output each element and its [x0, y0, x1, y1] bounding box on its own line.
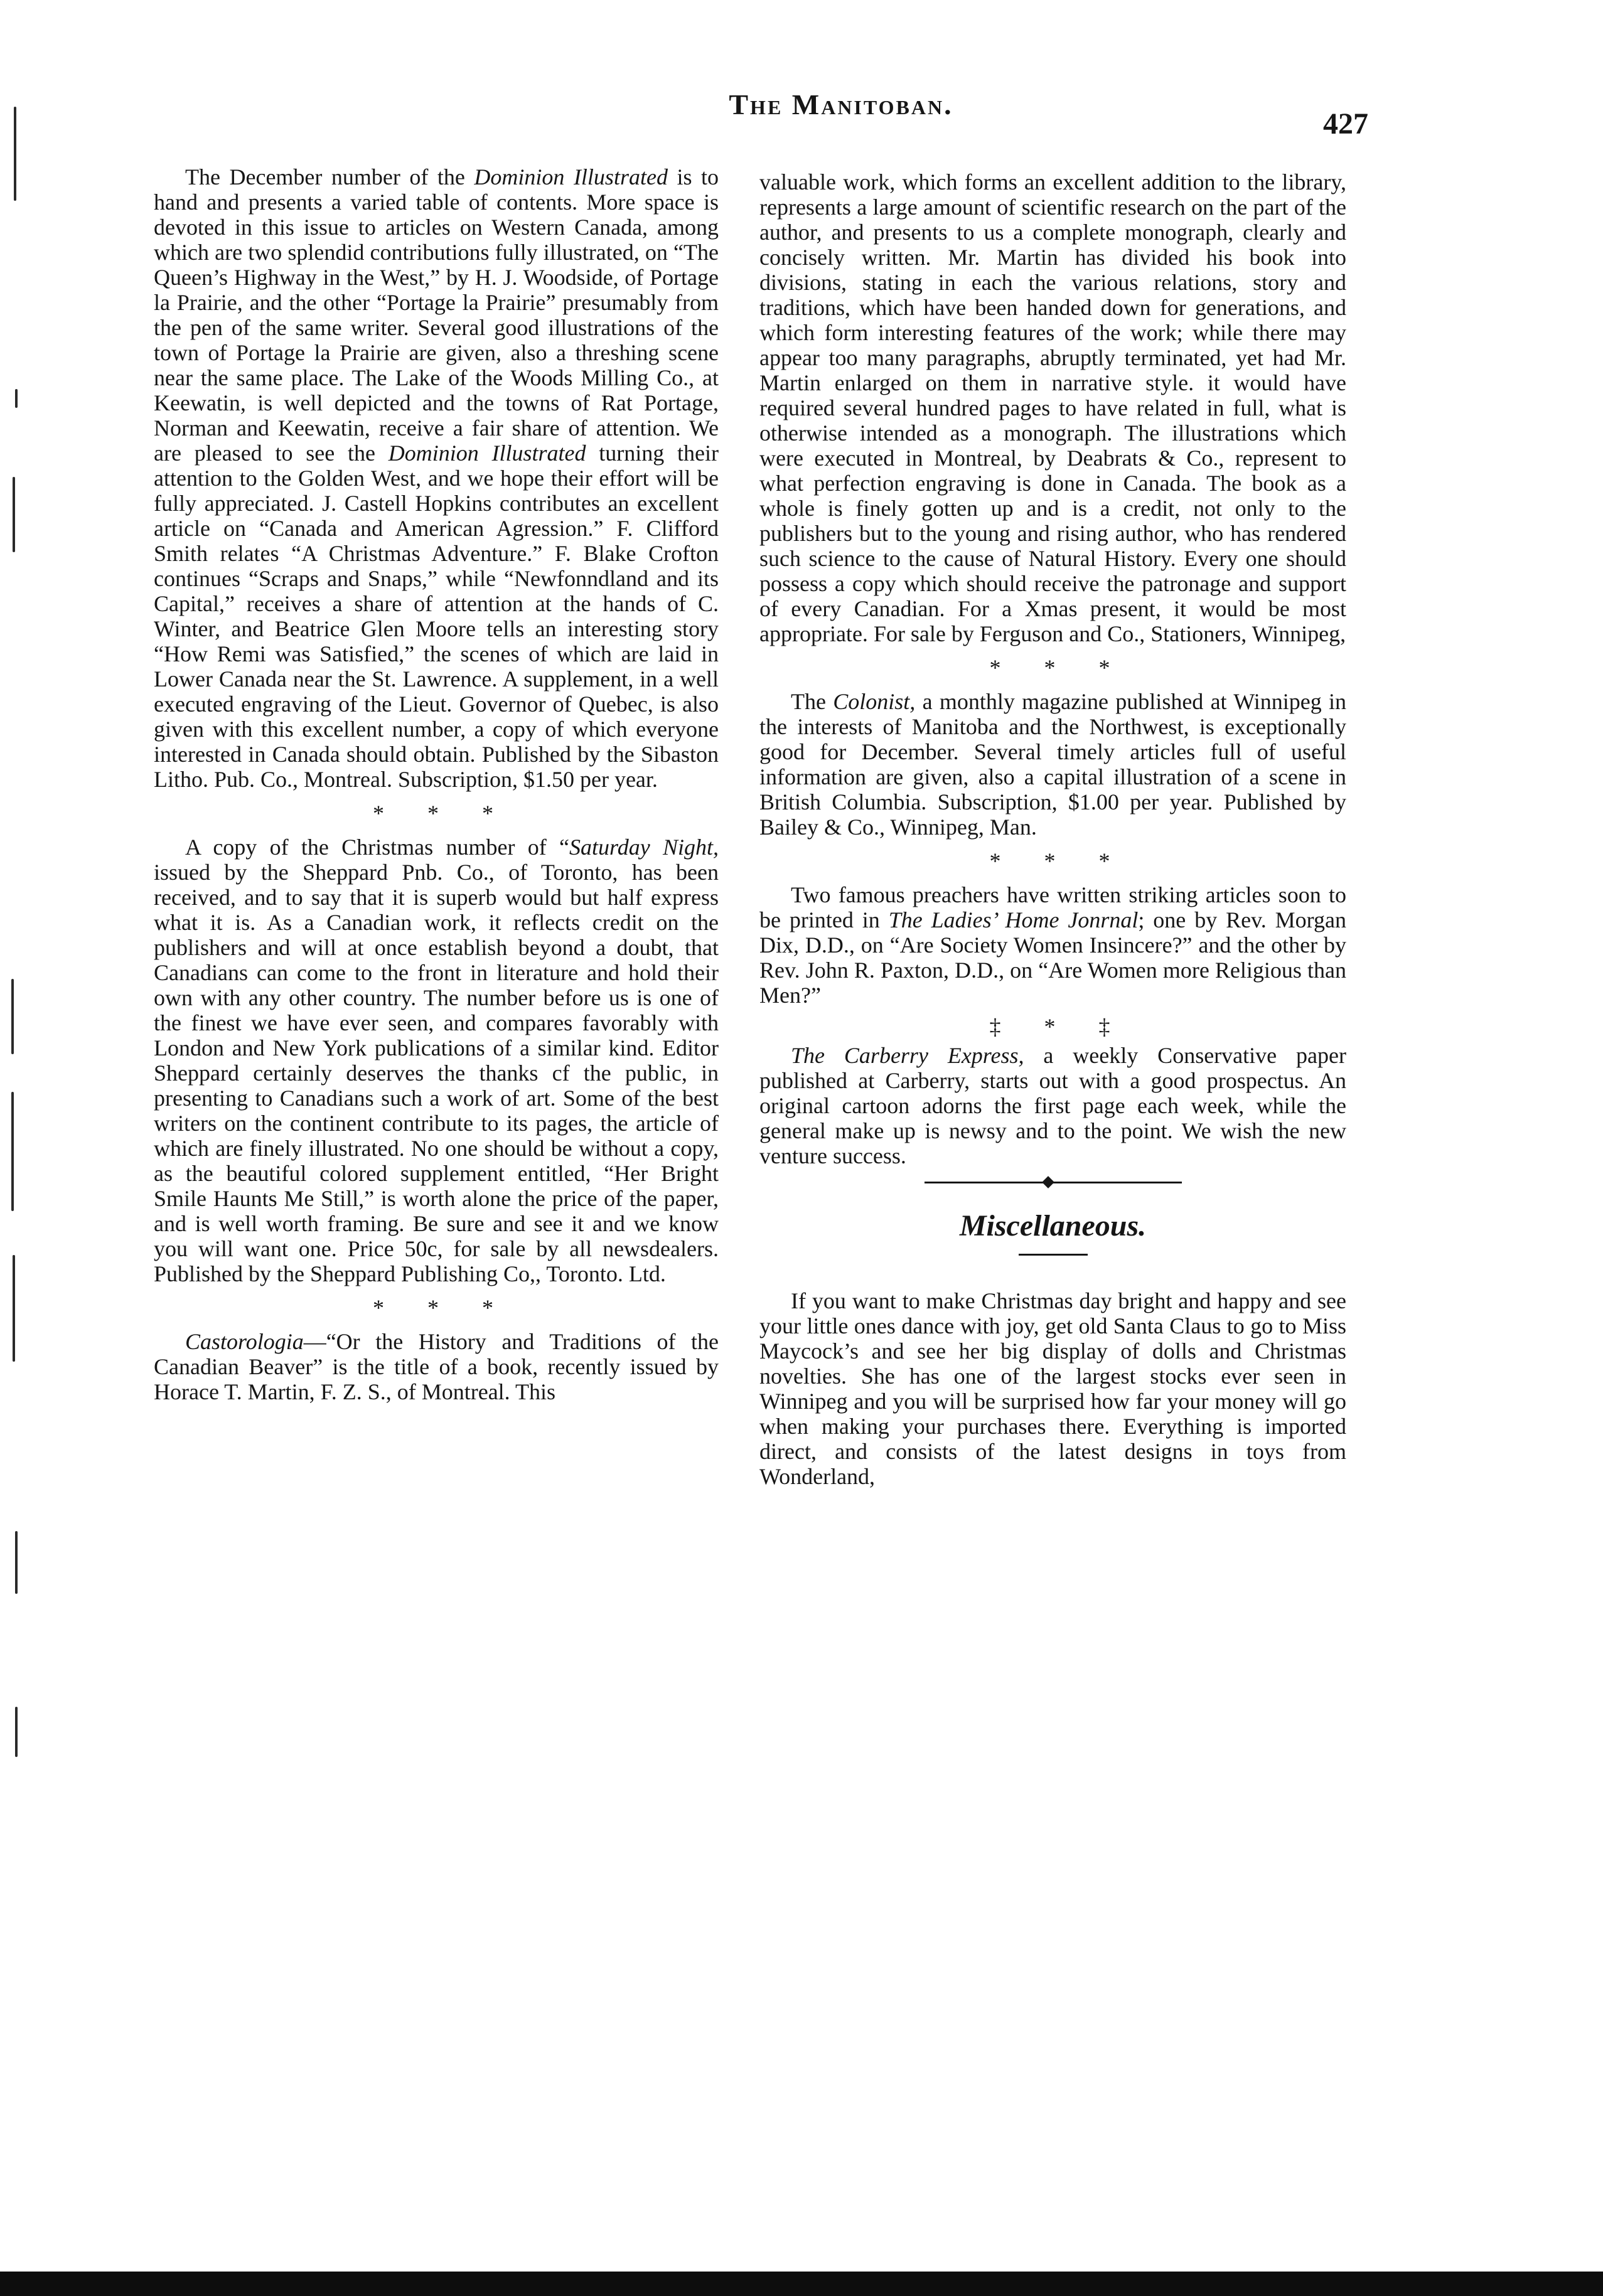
- heading-underline: [1019, 1254, 1088, 1256]
- italic-title-run: Colonist,: [833, 689, 916, 714]
- article-castorologia: [154, 1329, 719, 1404]
- text-run: issued by the Sheppard Pnb. Co., of Toronto, has been received, and to say that it is superb would but half express what it is. As a Canadian work, it reflects credit on the publishers and will at once establish beyond a doubt, that Canadians can come to the front in literature and hold their own with any other country. The number before us is one of the finest we have ever seen, and compares favorably with London and New York publications of a similar kind. Editor Sheppard certainly deserves the thanks cf the public, in presenting to Canadians such a work of art. Some of the best writers on the continent contribute to its pages, the article of which are finely illustrated. No one should be without a copy, as the beautiful colored supplement entitled, “Her Bright Smile Haunts Me Still,” is worth alone the price of the paper, and is well worth framing. Be sure and see it and we know you will want one. Price 50c, for sale by all newsdealers. Published by the Sheppard Publishing Co,, Toronto. Ltd.: [154, 860, 719, 1286]
- section-separator: * * *: [989, 848, 1129, 873]
- running-title: The Manitoban.: [729, 88, 953, 120]
- text-run: is to hand and presents a varied table of contents. More space is devoted in this issue to articles on Western Canada, among which are two splendid contributions fully illustrated, on “The Queen’s Highway in the West,” by H. J. Woodside, of Portage la Prairie, and the other “Portage la Prairie” presumably from the pen of the same writer. Several good illustrations of the town of Portage la Prairie are given, also a threshing scene near the same place. The Lake of the Woods Milling Co., at Keewatin, is well depicted and the towns of Rat Portage, Norman and Keewatin, receive a fair share of attention. We are pleased to see the: [154, 164, 719, 466]
- article-carberry-express: [759, 1043, 1346, 1168]
- article-dominion-illustrated: [154, 164, 719, 792]
- text-run: turning their attention to the Golden West, and we hope their effort will be fully appreciated. J. Castell Hopkins contributes an excellent article on “Canada and American Agression.” F. Clifford Smith relates “A Christmas Adventure.” F. Blake Crofton continues “Scraps and Snaps,” while “Newfonndland and its Capital,” receives a share of attention at the hands of C. Winter, and Beatrice Glen Moore tells an interesting story “How Remi was Satisfied,” the scenes of which are laid in Lower Canada near the St. Lawrence. A supplement, in a well executed engraving of the Lieut. Governor of Quebec, is also given with this excellent number, a copy of which everyone interested in Canada should obtain. Published by the Sibaston Litho. Pub. Co., Montreal. Subscription, $1.50 per year.: [154, 441, 719, 792]
- text-run: The December number of the: [185, 164, 474, 190]
- margin-mark: [11, 1092, 14, 1211]
- text-run: Two famous preachers have written striking articles soon to be printed in: [759, 882, 1346, 932]
- italic-title-run: The Carberry Express,: [791, 1043, 1024, 1068]
- text-run: —“Or the History and Traditions of the Canadian Beaver” is the title of a book, recently issued by Horace T. Martin, F. Z. S., of Montreal. This: [154, 1329, 719, 1404]
- text-run: The: [791, 689, 834, 714]
- ornamental-rule: [925, 1176, 1182, 1188]
- scan-edge-bar: [0, 2272, 1603, 2296]
- article-castorologia-continued: [759, 169, 1346, 646]
- section-separator: ‡ * ‡: [989, 1014, 1129, 1039]
- margin-mark: [15, 1707, 18, 1757]
- section-separator: * * *: [373, 1295, 512, 1320]
- margin-mark: [15, 389, 18, 408]
- margin-mark: [11, 979, 14, 1054]
- article-ladies-home-journal: [759, 882, 1346, 1008]
- page-header: [0, 88, 1603, 141]
- italic-title-run: Dominion Illustrated: [474, 164, 668, 190]
- text-run: If you want to make Christmas day bright and happy and see your little ones dance with joy, get old Santa Claus to go to Miss Maycock’s and see her big display of dolls and Christmas novelties. She has one of the largest stocks ever seen in Winnipeg and you will be surprised how far your money will go when making your purchases there. Everything is imported direct, and consists of the latest designs in toys from Wonderland,: [759, 1288, 1346, 1489]
- italic-title-run: Castorologia: [185, 1329, 304, 1354]
- italic-title-run: Dominion Illustrated: [388, 441, 586, 466]
- margin-mark: [15, 1531, 18, 1594]
- text-run: ; one by Rev. Morgan Dix, D.D., on “Are Society Women Insincere?” and the other by Rev. John R. Paxton, D.D., on “Are Women more Religious than Men?”: [759, 907, 1346, 1008]
- text-run: A copy of the Christmas number of “: [185, 835, 570, 860]
- section-separator: * * *: [373, 801, 512, 826]
- article-saturday-night: [154, 835, 719, 1286]
- page-number: 427: [1323, 107, 1368, 141]
- italic-title-run: The Ladies’ Home Jonrnal: [888, 907, 1139, 932]
- text-run: a weekly Conservative paper published at Carberry, starts out with a good prospectus. An original cartoon adorns the first page each week, while the general make up is newsy and to the point. We wish the new venture success.: [759, 1043, 1346, 1168]
- rule-diamond: [1042, 1176, 1054, 1188]
- italic-title-run: Saturday Night,: [569, 835, 719, 860]
- right-column: [759, 169, 1346, 1489]
- section-separator: * * *: [989, 655, 1129, 680]
- text-run: a monthly magazine published at Winnipeg in the interests of Manitoba and the Northwest, is exceptionally good for December. Several timely articles full of useful information are given, also a capital illustration of a scene in British Columbia. Subscription, $1.00 per year. Published by Bailey & Co., Winnipeg, Man.: [759, 689, 1346, 840]
- margin-mark: [13, 477, 15, 552]
- left-column: [154, 164, 719, 1404]
- margin-mark: [13, 1255, 15, 1362]
- section-heading-miscellaneous: Miscellaneous.: [959, 1209, 1147, 1242]
- article-colonist: [759, 689, 1346, 840]
- text-run: valuable work, which forms an excellent addition to the library, represents a large amount of scientific research on the part of the author, and presents to us a complete monograph, clearly and concisely written. Mr. Martin has divided his book into divisions, stating in each the various relations, story and traditions, which have been handed down for generations, and which form interesting features of the work; while there may appear too many paragraphs, abruptly terminated, yet had Mr. Martin enlarged on them in narrative style. it would have required several hundred pages to have related in full, what is otherwise intended as a monograph. The illustrations which were executed in Montreal, by Deabrats & Co., represent to what perfection engraving is done in Canada. The book as a whole is finely gotten up and is a credit, not only to the publishers but to the young and rising author, who has rendered such science to the cause of Natural History. Every one should possess a copy which should receive the patronage and support of every Canadian. For a Xmas present, it would be most appropriate. For sale by Ferguson and Co., Stationers, Winnipeg,: [759, 169, 1346, 646]
- article-maycock: [759, 1288, 1346, 1489]
- scan-margin-marks: [0, 0, 25, 2296]
